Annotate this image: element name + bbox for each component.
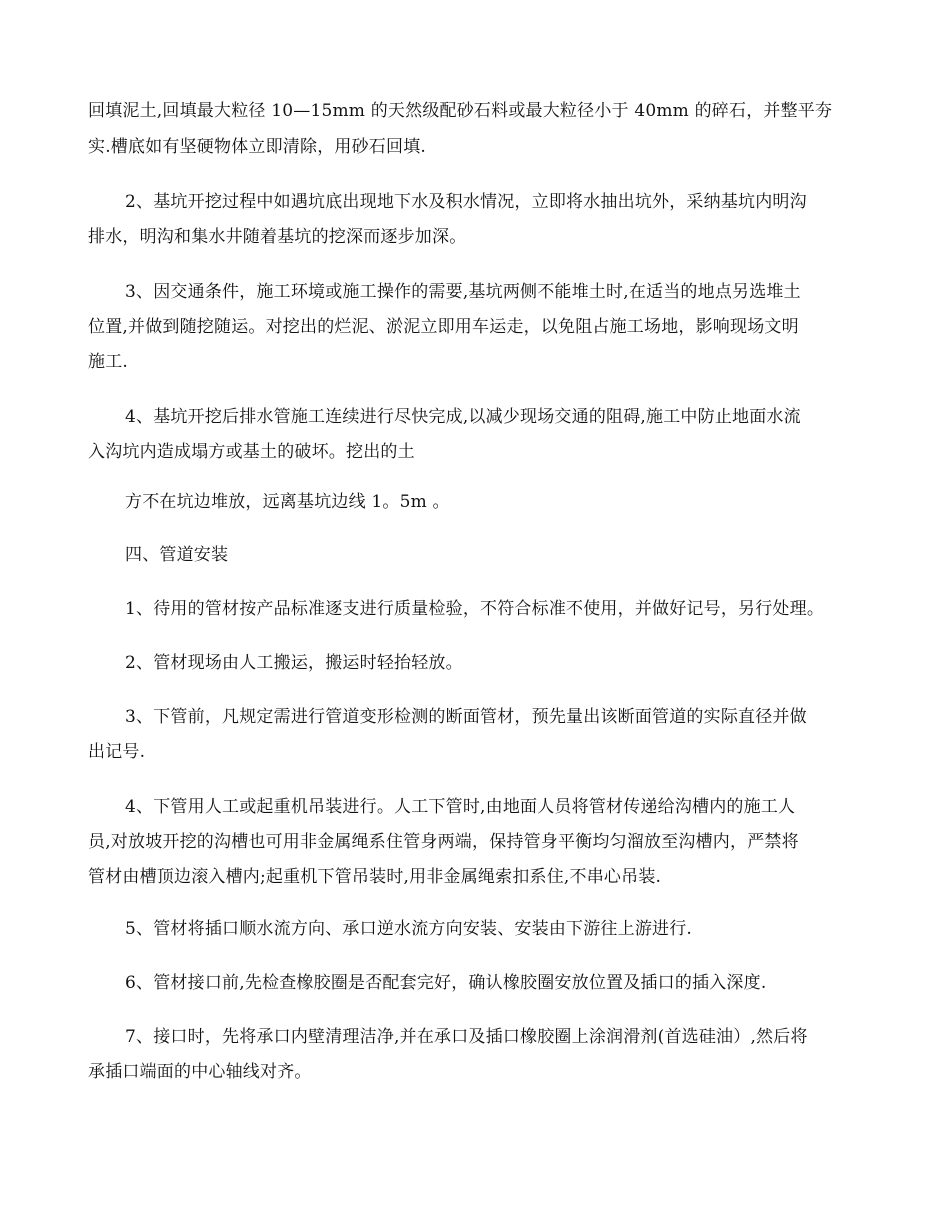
text-line: 3、因交通条件，施工环境或施工操作的需要,基坑两侧不能堆土时,在适当的地点另选堆土 [125, 282, 801, 302]
text-line: 6、管材接口前,先检查橡胶圈是否配套完好，确认橡胶圈安放位置及插口的插入深度. [125, 973, 767, 993]
text-line: 员,对放坡开挖的沟槽也可用非金属绳系住管身两端，保持管身平衡均匀溜放至沟槽内，严禁将 [88, 832, 799, 852]
text-line: 4、基坑开挖后排水管施工连续进行尽快完成,以减少现场交通的阻碍,施工中防止地面水流 [125, 407, 801, 427]
text-line: 实.槽底如有坚硬物体立即清除，用砂石回填. [88, 137, 427, 157]
text-line: 5、管材将插口顺水流方向、承口逆水流方向安装、安装由下游往上游进行. [125, 919, 693, 939]
text-line: 方不在坑边堆放，远离基坑边线 1。5m 。 [125, 492, 450, 512]
text-line: 位置,并做到随挖随运。对挖出的烂泥、淤泥立即用车运走，以免阻占施工场地，影响现场文明 [88, 317, 799, 337]
text-line: 承插口端面的中心轴线对齐。 [88, 1062, 312, 1082]
text-line: 施工. [88, 352, 129, 372]
text-line: 2、管材现场由人工搬运，搬运时轻抬轻放。 [125, 653, 463, 673]
text-line: 2、基坑开挖过程中如遇坑底出现地下水及积水情况，立即将水抽出坑外，采纳基坑内明沟 [125, 192, 807, 212]
text-line: 1、待用的管材按产品标准逐支进行质量检验，不符合标准不使用，并做好记号，另行处理。 [125, 599, 825, 619]
text-line: 4、下管用人工或起重机吊装进行。人工下管时,由地面人员将管材传递给沟槽内的施工人 [125, 797, 796, 817]
text-line: 入沟坑内造成塌方或基土的破坏。挖出的土 [88, 442, 415, 462]
text-line: 管材由槽顶边滚入槽内;起重机下管吊装时,用非金属绳索扣系住,不串心吊装. [88, 867, 662, 887]
text-line: 3、下管前，凡规定需进行管道变形检测的断面管材，预先量出该断面管道的实际直径并做 [125, 707, 807, 727]
text-line: 回填泥土,回填最大粒径 10—15mm 的天然级配砂石料或最大粒径小于 40mm 的碎石，并整平夯 [88, 101, 833, 121]
text-line: 7、接口时，先将承口内壁清理洁净,并在承口及插口橡胶圈上涂润滑剂(首选硅油）,然后将 [125, 1027, 808, 1047]
section-heading: 四、管道安装 [125, 545, 229, 565]
text-line: 出记号. [88, 742, 146, 762]
text-line: 排水，明沟和集水井随着基坑的挖深而逐步加深。 [88, 227, 467, 247]
